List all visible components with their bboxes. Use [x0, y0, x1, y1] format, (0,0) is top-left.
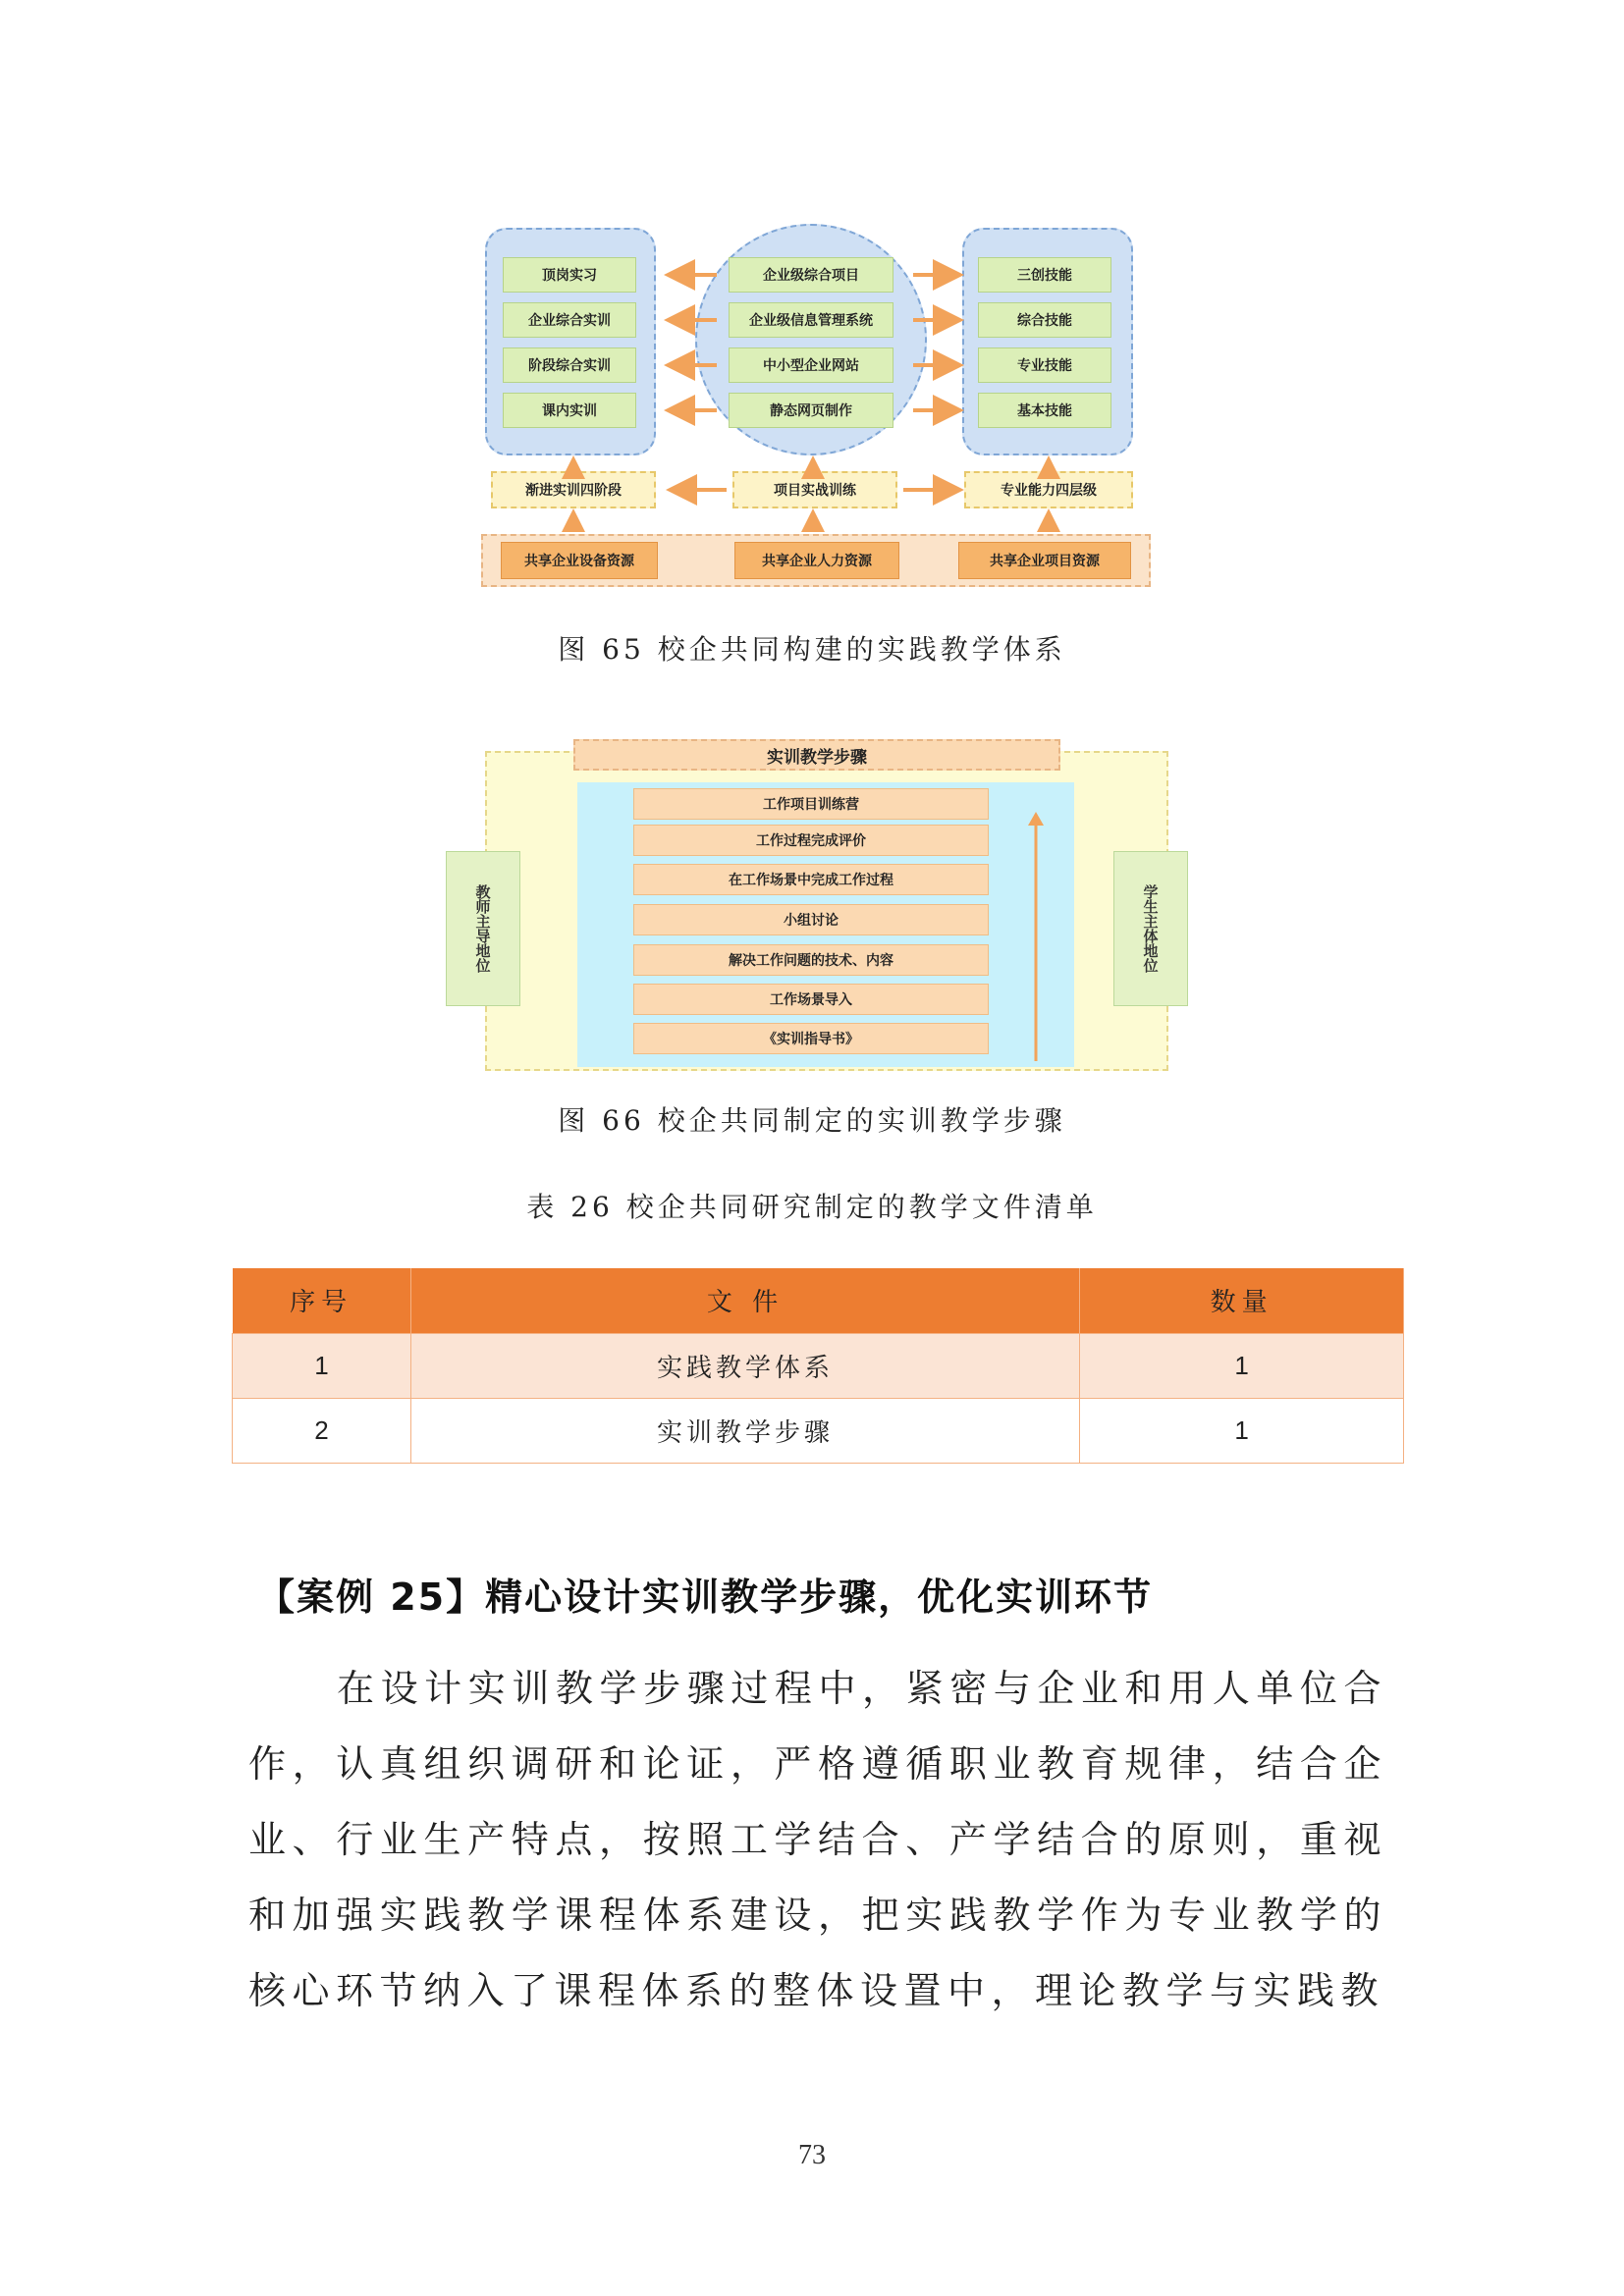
- table-header-row: [233, 1268, 1404, 1333]
- figure-66-training-steps: [442, 731, 1198, 1075]
- steps-title: 实训教学步骤: [573, 739, 1060, 771]
- table-row: [233, 1398, 1404, 1463]
- up-arrow-icon: [1021, 810, 1051, 1067]
- bottom-box: 共享企业人力资源: [734, 542, 899, 579]
- left-item: 顶岗实习: [503, 257, 636, 293]
- header-quantity: 数量: [1080, 1268, 1404, 1333]
- left-item: 企业综合实训: [503, 302, 636, 338]
- right-item: 综合技能: [978, 302, 1111, 338]
- middle-box: 项目实战训练: [732, 471, 897, 508]
- left-item: 课内实训: [503, 393, 636, 428]
- center-item: 静态网页制作: [729, 393, 893, 428]
- cell-quantity: 1: [1080, 1333, 1404, 1398]
- page-number: 73: [798, 2140, 826, 2170]
- case-heading: 【案例 25】精心设计实训教学步骤，优化实训环节: [257, 1575, 1154, 1619]
- right-item: 基本技能: [978, 393, 1111, 428]
- header-index: 序号: [233, 1268, 411, 1333]
- table-row: [233, 1333, 1404, 1398]
- middle-box: 渐进实训四阶段: [491, 471, 656, 508]
- cell-index: 1: [233, 1333, 411, 1398]
- step-item: 在工作场景中完成工作过程: [633, 864, 989, 895]
- cell-document: 实践教学体系: [410, 1333, 1079, 1398]
- step-item: 工作过程完成评价: [633, 825, 989, 856]
- middle-box: 专业能力四层级: [964, 471, 1133, 508]
- right-item: 专业技能: [978, 347, 1111, 383]
- bottom-box: 共享企业设备资源: [501, 542, 658, 579]
- bottom-box: 共享企业项目资源: [958, 542, 1131, 579]
- cell-index: 2: [233, 1398, 411, 1463]
- header-document: 文 件: [410, 1268, 1079, 1333]
- center-item: 中小型企业网站: [729, 347, 893, 383]
- cell-quantity: 1: [1080, 1398, 1404, 1463]
- teaching-documents-table: [232, 1268, 1404, 1464]
- step-item: 工作项目训练营: [633, 788, 989, 820]
- center-item: 企业级综合项目: [729, 257, 893, 293]
- body-paragraph: 在设计实训教学步骤过程中，紧密与企业和用人单位合作，认真组织调研和论证，严格遵循职业教育规律，结合企业、行业生产特点，按照工学结合、产学结合的原则，重视和加强实践教学课程体系建设，把实践教学作为专业教学的核心环节纳入了课程体系的整体设置中，理论教学与实践教: [248, 1667, 1387, 2012]
- student-subject-label: 学生主体地位: [1113, 851, 1188, 1006]
- figure-65-caption: 图 65 校企共同构建的实践教学体系: [558, 633, 1066, 666]
- left-item: 阶段综合实训: [503, 347, 636, 383]
- step-item: 解决工作问题的技术、内容: [633, 944, 989, 976]
- center-item: 企业级信息管理系统: [729, 302, 893, 338]
- figure-65-practice-teaching-system: [481, 224, 1159, 597]
- table-26-caption: 表 26 校企共同研究制定的教学文件清单: [526, 1191, 1098, 1223]
- step-item: 《实训指导书》: [633, 1023, 989, 1054]
- teacher-lead-label: 教师主导地位: [446, 851, 520, 1006]
- right-item: 三创技能: [978, 257, 1111, 293]
- step-item: 小组讨论: [633, 904, 989, 935]
- step-item: 工作场景导入: [633, 984, 989, 1015]
- cell-document: 实训教学步骤: [410, 1398, 1079, 1463]
- figure-66-caption: 图 66 校企共同制定的实训教学步骤: [558, 1104, 1066, 1137]
